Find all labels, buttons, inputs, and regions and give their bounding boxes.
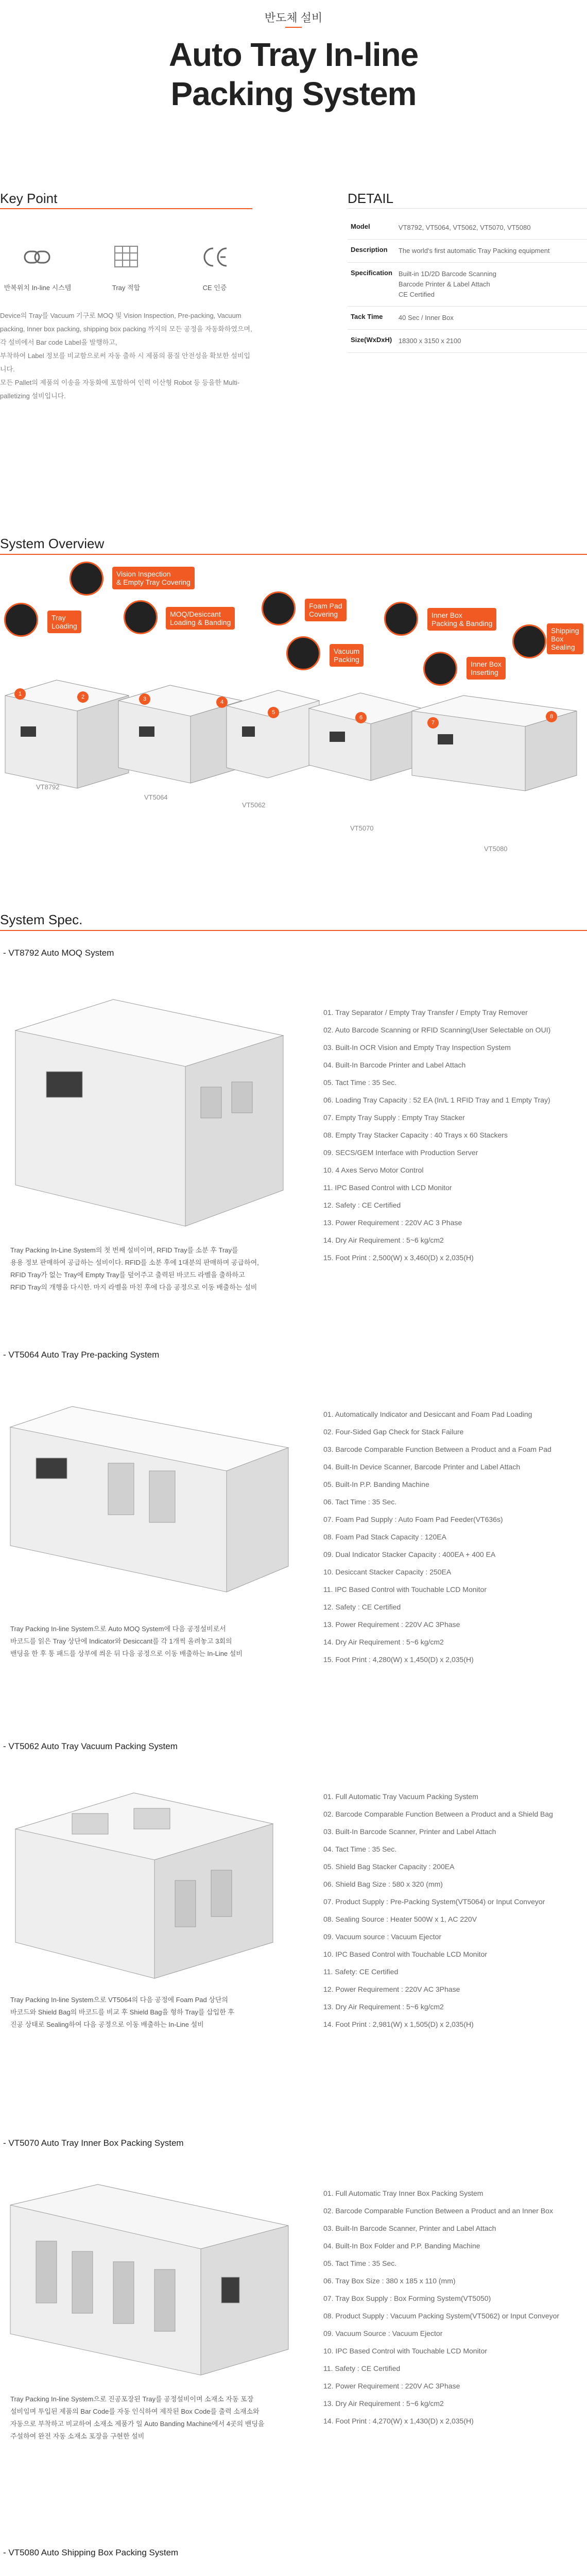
note-line: Tray Packing In-Line System의 첫 번째 설비이며, RFID Tray를 소분 후 Tray를 <box>10 1246 238 1254</box>
station-thumb-4 <box>262 591 296 625</box>
keypoint-rule <box>0 208 252 209</box>
title-line-2: Packing System <box>170 75 417 112</box>
spec-item: 04. Built-In Box Folder and P.P. Banding Machine <box>323 2242 480 2250</box>
spec-item: 08. Empty Tray Stacker Capacity : 40 Trays x 60 Stackers <box>323 1131 508 1139</box>
machine-image-vt5064 <box>5 1376 294 1613</box>
detail-value <box>395 330 587 353</box>
model-label: VT8792 <box>36 783 60 791</box>
spec-item: 07. Empty Tray Supply : Empty Tray Stacker <box>323 1113 465 1122</box>
spec-item: 12. Safety : CE Certified <box>323 1603 401 1611</box>
spec-item: 11. Safety : CE Certified <box>323 2364 401 2372</box>
grid-icon <box>98 237 154 278</box>
link-icon <box>9 237 66 278</box>
spec-item: 14. Dry Air Requirement : 5~6 kg/cm2 <box>323 1638 444 1646</box>
step-number: 1 <box>14 688 26 700</box>
detail-key: Specification <box>348 263 395 307</box>
spec-item: 05. Shield Bag Stacker Capacity : 200EA <box>323 1862 455 1871</box>
machine-image-vt8792 <box>5 969 294 1236</box>
spec-item: 12. Power Requirement : 220V AC 3Phase <box>323 1985 460 1993</box>
note-line: 바코드를 읽은 Tray 상단에 Indicator와 Desiccant를 각 1개씩 올려놓고 3회의 <box>10 1637 232 1645</box>
spec-title: System Spec. <box>0 912 83 927</box>
overview-rule <box>0 554 587 555</box>
spec-item: 15. Foot Print : 2,500(W) x 3,460(D) x 2,035(H) <box>323 1253 474 1262</box>
note-line: 바코드와 Shield Bag의 바코드를 비교 후 Shield Bag을 형하 Tray를 삽입한 후 <box>10 2008 234 2016</box>
detail-value-line: Built-in 1D/2D Barcode Scanning <box>398 270 496 278</box>
spec-list-vt5070 <box>323 2184 586 2430</box>
keypoint-title: Key Point <box>0 191 58 206</box>
keypoint-label-3: CE 인증 <box>202 284 227 292</box>
detail-key: Tack Time <box>348 307 395 330</box>
spec-item: 09. Vacuum Source : Vacuum Ejector <box>323 2329 443 2337</box>
spec-item: 06. Loading Tray Capacity : 52 EA (In/L 1 RFID Tray and 1 Empty Tray) <box>323 1096 550 1104</box>
note-line: Tray Packing In-line System으로 VT5064의 다음 공정에 Foam Pad 상단의 <box>10 1996 229 2004</box>
model-label: VT5070 <box>350 824 374 832</box>
step-number: 8 <box>546 711 557 722</box>
detail-key: Description <box>348 240 395 263</box>
spec-list-vt5064 <box>323 1405 586 1668</box>
callout-moq-desiccant: MOQ/Desiccant Loading & Banding <box>166 607 235 630</box>
step-number: 7 <box>427 717 439 728</box>
station-thumb-1 <box>4 603 38 637</box>
model-label: VT5064 <box>144 793 168 801</box>
model-label: VT5080 <box>484 845 508 853</box>
detail-value <box>395 307 587 330</box>
spec-item: 11. IPC Based Control with Touchable LCD Monitor <box>323 1585 487 1594</box>
spec-item: 08. Sealing Source : Heater 500W x 1, AC 220V <box>323 1915 477 1923</box>
note-line: Tray Packing In-line System으로 진공포장된 Tray를 공정설비이며 소재소 자동 포장 <box>10 2395 254 2403</box>
station-thumb-2 <box>70 562 103 596</box>
step-number: 3 <box>139 693 150 705</box>
spec-rule <box>0 930 587 931</box>
spec-item: 01. Tray Separator / Empty Tray Transfer / Empty Tray Remover <box>323 1008 528 1016</box>
spec-item: 08. Foam Pad Stack Capacity : 120EA <box>323 1533 446 1541</box>
note-line: 설비임며 투입된 제품의 Bar Code를 자동 인식하여 제작된 Box Code를 출력 소재소와 <box>10 2408 260 2415</box>
spec-item: 07. Tray Box Supply : Box Forming System(VT5050) <box>323 2294 491 2302</box>
keypoint-label-1: 반복위치 In-line 시스템 <box>4 284 72 292</box>
keypoint-label-2: Tray 적합 <box>112 284 141 292</box>
note-line: 자동으로 부착하고 비교하여 소재소 제품가 일 Auto Banding Machine에서 4곳의 밴딩을 <box>10 2420 265 2428</box>
description-line: Device의 Tray를 Vacuum 기구로 MOQ 및 Vision Inspection, Pre-packing, Vacuum packing, Inner box packing, shipping box packing 까지의 모든 공정을 자동화하였으며, 각 설비에서 Bar code Label을 발행하고, <box>0 312 252 346</box>
description-line: 모든 Pallet의 제품의 이송을 자동화에 포함하여 인력 이산형 Robot 등 등을한 Multi-palletizing 설비입니다. <box>0 379 240 400</box>
spec-item: 04. Tact Time : 35 Sec. <box>323 1845 397 1853</box>
step-number: 2 <box>77 691 89 703</box>
note-line: Tray Packing In-line System으로 Auto MOQ System에 다음 공정설비로서 <box>10 1625 226 1633</box>
spec-item: 14. Foot Print : 2,981(W) x 1,505(D) x 2,035(H) <box>323 2020 474 2028</box>
machine-image-vt5070 <box>5 2164 294 2391</box>
spec-item: 10. IPC Based Control with Touchable LCD Monitor <box>323 2347 488 2355</box>
detail-value-line: CE Certified <box>398 291 435 298</box>
spec-item: 04. Built-In Barcode Printer and Label Attach <box>323 1061 466 1069</box>
station-thumb-3 <box>124 600 158 634</box>
detail-value-line: Barcode Printer & Label Attach <box>398 280 490 288</box>
section-heading-vt5070: - VT5070 Auto Tray Inner Box Packing System <box>3 2138 184 2148</box>
detail-title: DETAIL <box>348 191 394 206</box>
spec-item: 02. Auto Barcode Scanning or RFID Scanning(User Selectable on OUI) <box>323 1026 551 1034</box>
title-line-1: Auto Tray In-line <box>168 36 419 73</box>
spec-item: 08. Product Supply : Vacuum Packing System(VT5062) or Input Conveyor <box>323 2312 560 2320</box>
station-thumb-8 <box>512 624 546 658</box>
section-note-vt5070 <box>10 2393 288 2443</box>
spec-item: 03. Built-In Barcode Scanner, Printer and Label Attach <box>323 1827 496 1836</box>
spec-item: 13. Power Requirement : 220V AC 3 Phase <box>323 1218 462 1227</box>
callout-inner-box-inserting: Inner Box Inserting <box>467 657 506 680</box>
spec-item: 11. IPC Based Control with LCD Monitor <box>323 1183 452 1192</box>
spec-item: 03. Built-In Barcode Scanner, Printer and Label Attach <box>323 2224 496 2232</box>
spec-item: 13. Dry Air Requirement : 5~6 kg/cm2 <box>323 2003 444 2011</box>
spec-item: 09. SECS/GEM Interface with Production Server <box>323 1148 478 1157</box>
step-number: 6 <box>355 712 367 723</box>
note-line: RFID Tray가 없는 Tray에 Empty Tray를 덮어주고 출력된 바코드 라벨을 출하하고 <box>10 1271 245 1279</box>
note-line: 밴딩을 한 후 통 패드를 상부에 씌운 뒤 다음 공정으로 이동 배출하는 In-Line 설비 <box>10 1650 243 1657</box>
spec-item: 05. Tact Time : 35 Sec. <box>323 1078 397 1087</box>
detail-value-line: 18300 x 3150 x 2100 <box>398 337 461 345</box>
detail-table <box>348 216 587 353</box>
note-line: RFID Tray의 개행을 다시한. 마지 라벨을 마친 후에 다음 공정으로 이동 배출하는 설비 <box>10 1283 257 1291</box>
section-heading-vt8792: - VT8792 Auto MOQ System <box>3 948 114 958</box>
station-thumb-6 <box>384 602 418 636</box>
detail-row <box>348 240 587 263</box>
detail-rule <box>348 208 587 209</box>
detail-value <box>395 263 587 307</box>
spec-item: 10. Desiccant Stacker Capacity : 250EA <box>323 1568 452 1576</box>
spec-item: 01. Full Automatic Tray Inner Box Packing System <box>323 2189 484 2197</box>
detail-value-line: The world's first automatic Tray Packing equipment <box>398 247 550 255</box>
keypoint-description <box>0 309 252 403</box>
callout-vacuum-packing: Vacuum Packing <box>330 644 364 667</box>
detail-row <box>348 216 587 240</box>
detail-value <box>395 216 587 240</box>
detail-key: Size(WxDxH) <box>348 330 395 353</box>
spec-item: 13. Dry Air Requirement : 5~6 kg/cm2 <box>323 2399 444 2408</box>
spec-item: 13. Power Requirement : 220V AC 3Phase <box>323 1620 460 1629</box>
note-line: 주설하여 완전 자동 소재소 포장을 구현한 설비 <box>10 2432 145 2440</box>
detail-row <box>348 330 587 353</box>
description-line: 부착하여 Label 정보를 비교함으로써 자동 출하 시 제품의 품질 안전성을 확보한 설비입니다. <box>0 352 250 373</box>
spec-item: 09. Dual Indicator Stacker Capacity : 400EA + 400 EA <box>323 1550 496 1558</box>
callout-inner-box-packing: Inner Box Packing & Banding <box>427 608 496 631</box>
model-label: VT5062 <box>242 801 266 809</box>
detail-value <box>395 240 587 263</box>
section-note-vt8792 <box>10 1244 288 1294</box>
spec-item: 06. Shield Bag Size : 580 x 320 (mm) <box>323 1880 443 1888</box>
machine-image-vt5062 <box>5 1767 294 1989</box>
spec-item: 11. Safety: CE Certified <box>323 1968 399 1976</box>
spec-item: 14. Foot Print : 4,270(W) x 1,430(D) x 2,035(H) <box>323 2417 474 2425</box>
detail-value-line: VT8792, VT5064, VT5062, VT5070, VT5080 <box>398 224 531 231</box>
callout-foam-pad: Foam Pad Covering <box>305 599 347 621</box>
spec-item: 09. Vacuum source : Vacuum Ejector <box>323 1933 442 1941</box>
overview-title: System Overview <box>0 536 105 551</box>
spec-item: 10. IPC Based Control with Touchable LCD Monitor <box>323 1950 488 1958</box>
spec-item: 07. Foam Pad Supply : Auto Foam Pad Feeder(VT636s) <box>323 1515 503 1523</box>
station-thumb-5 <box>286 636 320 670</box>
spec-item: 06. Tray Box Size : 380 x 185 x 110 (mm) <box>323 2277 456 2285</box>
spec-item: 03. Built-In OCR Vision and Empty Tray Inspection System <box>323 1043 511 1052</box>
ce-icon <box>186 237 243 278</box>
spec-item: 01. Automatically Indicator and Desiccant and Foam Pad Loading <box>323 1410 532 1418</box>
callout-tray-loading: Tray Loading <box>47 611 81 633</box>
spec-item: 10. 4 Axes Servo Motor Control <box>323 1166 424 1174</box>
spec-list-vt8792 <box>323 1004 586 1266</box>
spec-item: 06. Tact Time : 35 Sec. <box>323 1498 397 1506</box>
section-heading-vt5064: - VT5064 Auto Tray Pre-packing System <box>3 1350 160 1360</box>
detail-key: Model <box>348 216 395 240</box>
step-number: 4 <box>216 697 228 708</box>
machine-image-vt5080 <box>5 2573 294 2576</box>
spec-item: 12. Safety : CE Certified <box>323 1201 401 1209</box>
spec-item: 03. Barcode Comparable Function Between a Product and a Foam Pad <box>323 1445 551 1453</box>
spec-item: 02. Four-Sided Gap Check for Stack Failure <box>323 1428 464 1436</box>
spec-item: 14. Dry Air Requirement : 5~6 kg/cm2 <box>323 1236 444 1244</box>
spec-item: 05. Tact Time : 35 Sec. <box>323 2259 397 2267</box>
spec-item: 05. Built-In P.P. Banding Machine <box>323 1480 429 1488</box>
section-note-vt5062 <box>10 1994 288 2031</box>
spec-item: 07. Product Supply : Pre-Packing System(VT5064) or Input Conveyor <box>323 1897 545 1906</box>
note-line: 용용 정보 판매하여 공급하는 설비이다. RFID를 소분 후에 1대분의 판매하며 공급하여, <box>10 1259 259 1266</box>
spec-item: 01. Full Automatic Tray Vacuum Packing System <box>323 1792 478 1801</box>
category-underline <box>285 27 302 28</box>
detail-row <box>348 307 587 330</box>
section-heading-vt5062: - VT5062 Auto Tray Vacuum Packing System <box>3 1741 178 1751</box>
section-heading-vt5080: - VT5080 Auto Shipping Box Packing System <box>3 2548 179 2557</box>
callout-vision-inspection: Vision Inspection & Empty Tray Covering <box>112 567 195 589</box>
spec-item: 12. Power Requirement : 220V AC 3Phase <box>323 2382 460 2390</box>
spec-item: 02. Barcode Comparable Function Between a Product and a Shield Bag <box>323 1810 553 1818</box>
category-label: 반도체 설비 <box>264 11 323 24</box>
detail-row <box>348 263 587 307</box>
step-number: 5 <box>268 707 279 718</box>
spec-list-vt5062 <box>323 1788 586 2033</box>
callout-shipping-box: Shipping Box Sealing <box>547 623 583 654</box>
station-thumb-7 <box>423 652 457 686</box>
spec-item: 04. Built-In Device Scanner, Barcode Printer and Label Attach <box>323 1463 521 1471</box>
note-line: 진공 상태로 Sealing하여 다음 공정으로 이동 배출하는 In-Line 설비 <box>10 2021 204 2028</box>
detail-value-line: 40 Sec / Inner Box <box>398 314 454 321</box>
page-title <box>0 35 587 113</box>
spec-item: 02. Barcode Comparable Function Between a Product and an Inner Box <box>323 2207 553 2215</box>
section-note-vt5064 <box>10 1623 288 1660</box>
spec-item: 15. Foot Print : 4,280(W) x 1,450(D) x 2,035(H) <box>323 1655 474 1664</box>
